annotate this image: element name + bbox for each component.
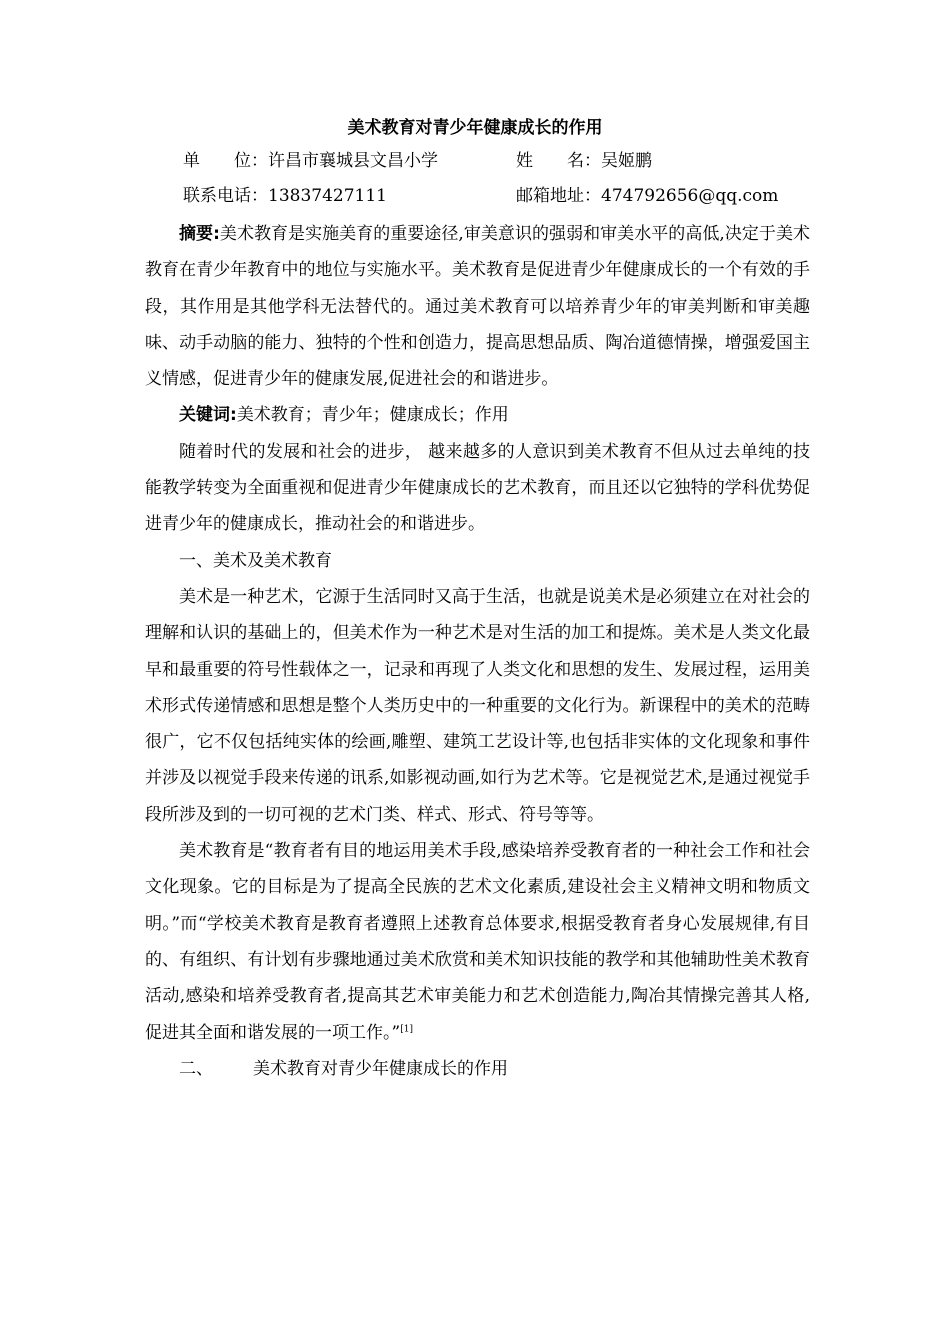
unit-field: [183, 147, 516, 175]
abstract-paragraph: [145, 216, 810, 397]
phone-value: 13837427111: [268, 186, 387, 206]
document-title: 美术教育对青少年健康成长的作用: [347, 118, 603, 138]
unit-value: 许昌市襄城县文昌小学: [268, 151, 438, 171]
keywords-label: 关键词:: [179, 405, 237, 426]
document-body: [145, 216, 810, 1087]
keywords-paragraph: [145, 397, 810, 433]
abstract-label: 摘要:: [179, 224, 220, 244]
section2-number: 二、: [179, 1058, 213, 1079]
name-label: 姓 名：: [516, 151, 601, 171]
intro-paragraph: 随着时代的发展和社会的进步， 越来越多的人意识到美术教育不但从过去单纯的技能教学转变为全面重视和促进青少年健康成长的艺术教育，而且还以它独特的学科优势促进青少年的健康成长，推动社会的和谐进步。: [145, 441, 810, 535]
email-label: 邮箱地址：: [516, 186, 601, 206]
info-row-unit-name: [183, 147, 652, 175]
phone-label: 联系电话：: [183, 186, 268, 206]
phone-field: [183, 182, 516, 210]
info-row-phone-email: [183, 182, 778, 210]
section1-paragraph-2-text: 美术教育是“教育者有目的地运用美术手段,感染培养受教育者的一种社会工作和社会文化现象。它的目标是为了提高全民族的艺术文化素质,建设社会主义精神文明和物质文明。”而“学校美术教育是教育者遵照上述教育总体要求,根据受教育者身心发展规律,有目的、有组织、有计划有步骤地通过美术欣赏和美术知识技能的教学和其他辅助性美术教育活动,感染和培养受教育者,提高其艺术审美能力和艺术创造能力,陶冶其情操完善其人格,促进其全面和谐发展的一项工作。”: [145, 841, 810, 1043]
section1-paragraph-1: 美术是一种艺术，它源于生活同时又高于生活，也就是说美术是必须建立在对社会的理解和认识的基础上的，但美术作为一种艺术是对生活的加工和提炼。美术是人类文化最早和最重要的符号性载体之一，记录和再现了人类文化和思想的发生、发展过程，运用美术形式传递情感和思想是整个人类历史中的一种重要的文化行为。新课程中的美术的范畴很广，它不仅包括纯实体的绘画,雕塑、建筑工艺设计等,也包括非实体的文化现象和事件并涉及以视觉手段来传递的讯系,如影视动画,如行为艺术等。它是视觉艺术,是通过视觉手段所涉及到的一切可视的艺术门类、样式、形式、符号等等。: [145, 586, 810, 825]
email-value: 474792656@qq.com: [601, 186, 779, 206]
name-value: 吴姬鹏: [601, 151, 652, 171]
citation-ref: [1]: [400, 1023, 413, 1034]
section2-heading: [145, 1051, 810, 1087]
section1-paragraph-2: [145, 833, 810, 1051]
keywords-text: 美术教育；青少年；健康成长；作用: [236, 405, 509, 426]
email-field: [516, 182, 778, 210]
section1-heading: 一、美术及美术教育: [179, 550, 332, 571]
section2-title: 美术教育对青少年健康成长的作用: [253, 1058, 508, 1079]
unit-label: 单 位：: [183, 151, 268, 171]
name-field: [516, 147, 652, 175]
abstract-text: 美术教育是实施美育的重要途径,审美意识的强弱和审美水平的高低,决定于美术教育在青少年教育中的地位与实施水平。美术教育是促进青少年健康成长的一个有效的手段，其作用是其他学科无法替代的。通过美术教育可以培养青少年的审美判断和审美趣味、动手动脑的能力、独特的个性和创造力，提高思想品质、陶冶道德情操，增强爱国主义情感，促进青少年的健康发展,促进社会的和谐进步。: [145, 224, 810, 390]
